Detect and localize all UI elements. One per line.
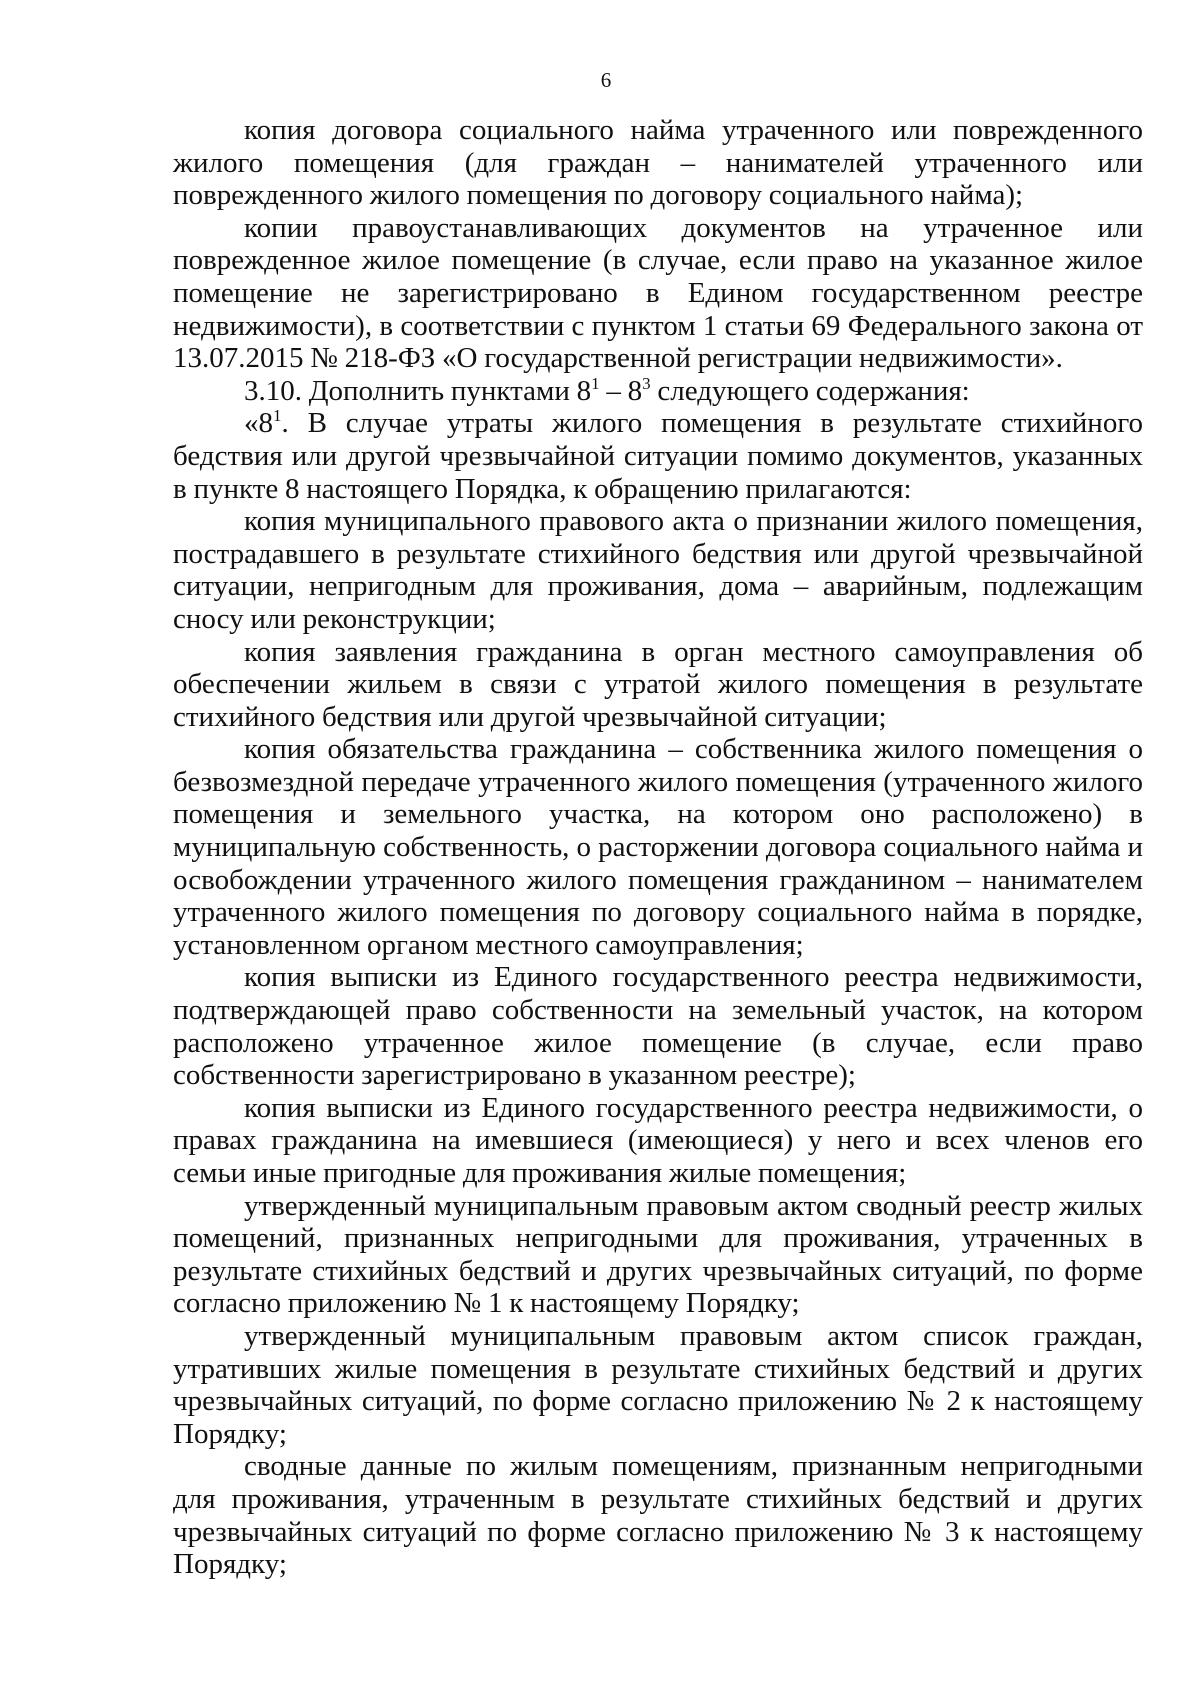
clause-superscript: 1 — [273, 406, 282, 426]
superscript-1: 1 — [591, 373, 600, 393]
document-body — [173, 114, 1143, 1581]
clause-text: . В случае утраты жилого помещения в результате стихийного бедствия или другой чрезвычайной ситуации помимо документов, указанных в пункте 8 настоящего Порядка, к обращению прилагаются: — [173, 407, 1143, 505]
paragraph-summary-data: сводные данные по жилым помещениям, признанным непригодными для проживания, утраченным в результате стихийных бедствий и других чрезвычайных ситуаций по форме согласно приложению № 3 к настоящему Порядку; — [173, 1450, 1143, 1581]
page-number: 6 — [600, 68, 612, 92]
superscript-3: 3 — [642, 373, 651, 393]
paragraph-land-extract-copy: копия выписки из Единого государственного реестра недвижимости, подтверждающей право собственности на земельный участок, на котором расположено утраченное жилое помещение (в случае, если право собственности зарегистрировано в указанном реестре); — [173, 961, 1143, 1092]
paragraph-citizen-application-copy: копия заявления гражданина в орган местного самоуправления об обеспечении жильем в связи с утратой жилого помещения в результате стихийного бедствия или другой чрезвычайной ситуации; — [173, 635, 1143, 733]
amendment-text-end: следующего содержания: — [650, 374, 970, 407]
paragraph-citizens-list: утвержденный муниципальным правовым актом список граждан, утративших жилые помещения в результате стихийных бедствий и других чрезвычайных ситуаций, по форме согласно приложению № 2 к настоящему Порядку; — [173, 1319, 1143, 1450]
clause-number: «8 — [244, 407, 273, 440]
paragraph-rights-extract-copy: копия выписки из Единого государственного реестра недвижимости, о правах гражданина на имевшиеся (имеющиеся) у него и всех членов его семьи иные пригодные для проживания жилые помещения; — [173, 1091, 1143, 1189]
paragraph-clause-8-1 — [173, 407, 1143, 505]
amendment-text-start: 3.10. Дополнить пунктами 8 — [244, 374, 592, 407]
paragraph-summary-register: утвержденный муниципальным правовым актом сводный реестр жилых помещений, признанных непригодными для проживания, утраченных в результате стихийных бедствий и других чрезвычайных ситуаций, по форме согласно приложению № 1 к настоящему Порядку; — [173, 1189, 1143, 1320]
paragraph-social-lease-copy: копия договора социального найма утраченного или поврежденного жилого помещения (для граждан – нанимателей утраченного или поврежденного жилого помещения по договору социального найма); — [173, 114, 1143, 212]
paragraph-municipal-act-copy: копия муниципального правового акта о признании жилого помещения, пострадавшего в результате стихийного бедствия или другой чрезвычайной ситуации, непригодным для проживания, дома – аварийным, подлежащим сносу или реконструкции; — [173, 505, 1143, 635]
amendment-text-middle: – 8 — [599, 374, 643, 407]
paragraph-amendment-3-10 — [173, 375, 1143, 408]
paragraph-title-documents-copy: копии правоустанавливающих документов на утраченное или поврежденное жилое помещение (в случае, если право на указанное жилое помещение не зарегистрировано в Едином государственном реестре недвижимости), в соответствии с пунктом 1 статьи 69 Федерального закона от 13.07.2015 № 218-ФЗ «О государственной регистрации недвижимости». — [173, 211, 1143, 375]
paragraph-owner-obligation-copy: копия обязательства гражданина – собственника жилого помещения о безвозмездной передаче утраченного жилого помещения (утраченного жилого помещения и земельного участка, на котором оно расположено) в муниципальную собственность, о расторжении договора социального найма и освобождении утраченного жилого помещения гражданином – нанимателем утраченного жилого помещения по договору социального найма в порядке, установленном органом местного самоуправления; — [173, 733, 1143, 961]
